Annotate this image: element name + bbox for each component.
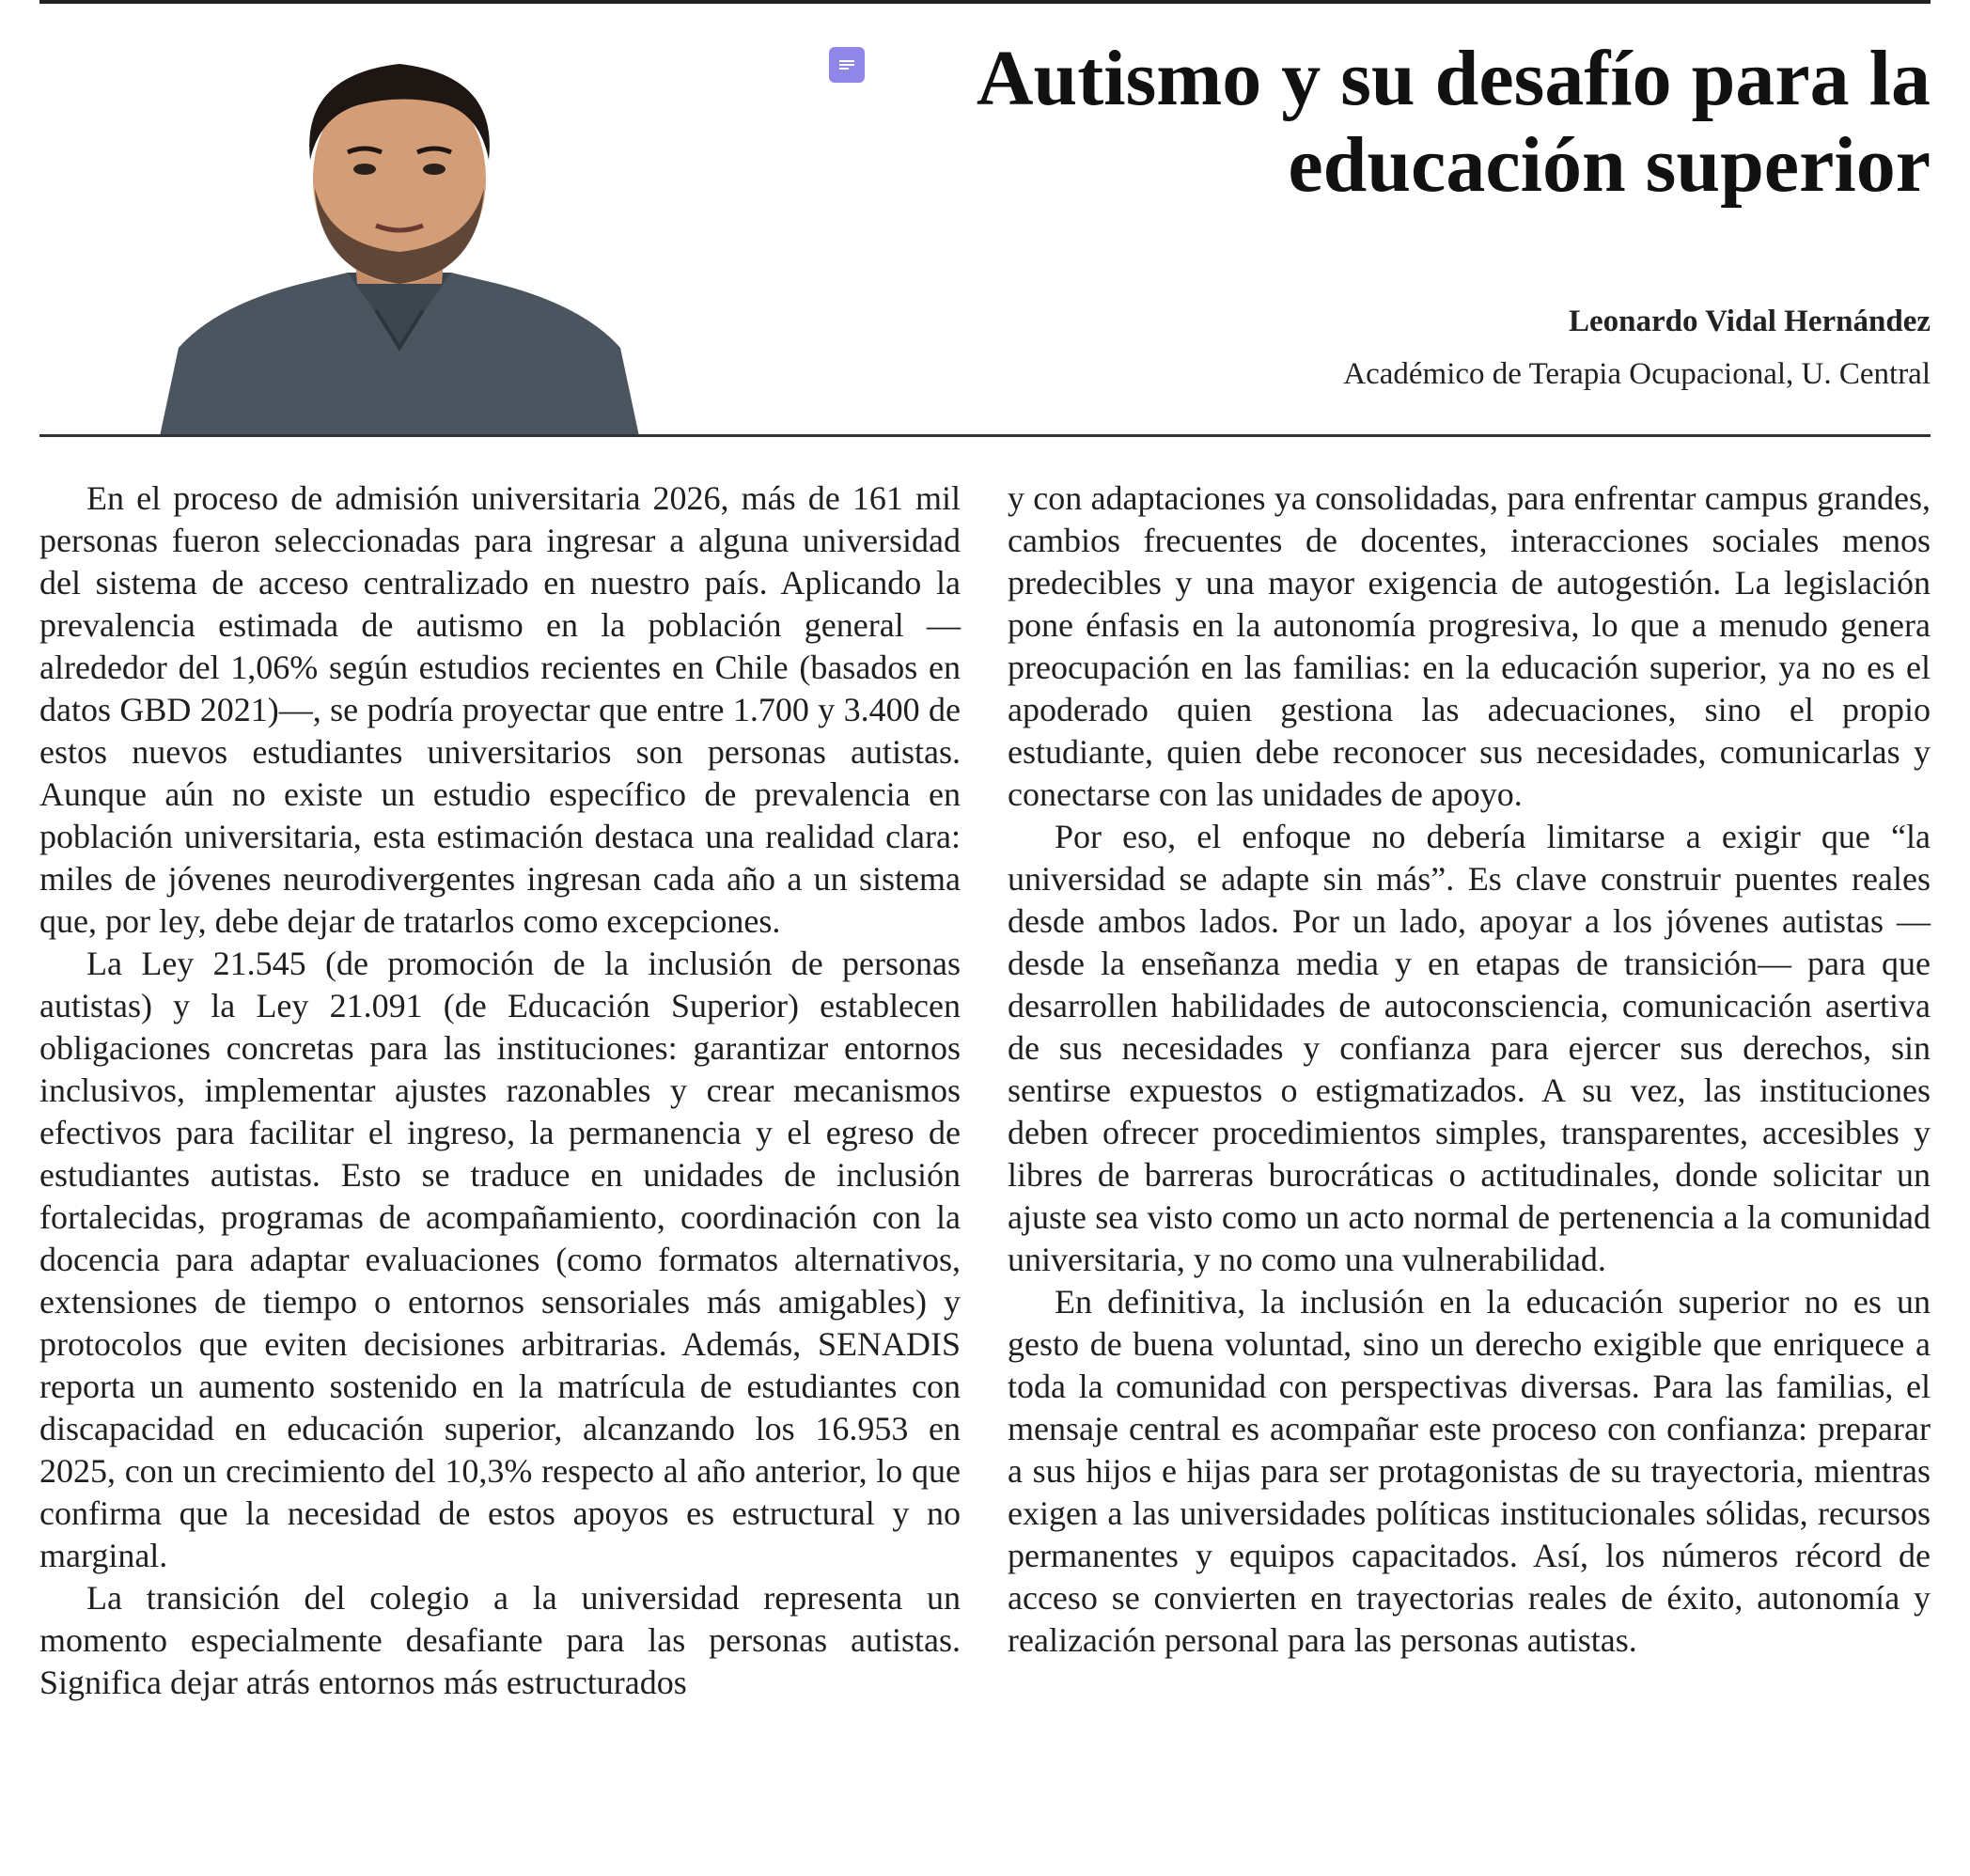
author-photo: [160, 38, 639, 436]
paragraph: En el proceso de admisión universitaria 2026, más de 161 mil personas fueron seleccionadas para ingresar a alguna universidad del sistema de acceso centralizado en nuestro país. Aplicando la prevalencia estimada de autismo en la población general —alrededor del 1,06% según estudios recientes en Chile (basados en datos GBD 2021)—, se podría proyectar que entre 1.700 y 3.400 de estos nuevos estudiantes universitarios son personas autistas. Aunque aún no existe un estudio específico de prevalencia en población universitaria, esta estimación destaca una realidad clara: miles de jóvenes neurodivergentes ingresan cada año a un sistema que, por ley, debe dejar de tratarlos como excepciones.: [39, 479, 961, 940]
author-role: Académico de Terapia Ocupacional, U. Central: [1343, 357, 1931, 391]
header-divider: [39, 434, 1931, 437]
paragraph: En definitiva, la inclusión en la educación superior no es un gesto de buena voluntad, sino un derecho exigible que enriquece a toda la comunidad con perspectivas diversas. Para las familias, el mensaje central es acompañar este proceso con confianza: preparar a sus hijos e hijas para ser protagonistas de su trayectoria, mientras exigen a las universidades políticas institucionales sólidas, recursos permanentes y equipos capacitados. Así, los números récord de acceso se convierten en trayectorias reales de éxito, autonomía y realización personal para las personas autistas.: [1008, 1283, 1931, 1659]
paragraph: La transición del colegio a la universidad representa un momento especialmente desafiante para las personas autistas. Significa dejar atrás entornos más estructurados: [39, 1579, 961, 1701]
paragraph: Por eso, el enfoque no debería limitarse a exigir que “la universidad se adapte sin más”. Es clave construir puentes reales desde ambos lados. Por un lado, apoyar a los jóvenes autistas —desde la enseñanza media y en etapas de transición— para que desarrollen habilidades de autoconsciencia, comunicación asertiva de sus necesidades y confianza para ejercer sus derechos, sin sentirse expuestos o estigmatizados. A su vez, las instituciones deben ofrecer procedimientos simples, transparentes, accesibles y libres de barreras burocráticas o actitudinales, donde solicitar un ajuste sea visto como un acto normal de pertenencia a la comunidad universitaria, y no como una vulnerabilidad.: [1008, 818, 1931, 1278]
article-column-right: [1008, 477, 1931, 1662]
paragraph: y con adaptaciones ya consolidadas, para enfrentar campus grandes, cambios frecuentes de docentes, interacciones sociales menos predecibles y una mayor exigencia de autogestión. La legislación pone énfasis en la autonomía progresiva, lo que a menudo genera preocupación en las familias: en la educación superior, ya no es el apoderado quien gestiona las adecuaciones, sino el propio estudiante, quien debe reconocer sus necesidades, comunicarlas y conectarse con las unidades de apoyo.: [1008, 479, 1931, 813]
article-column-left: [39, 477, 961, 1704]
author-name: Leonardo Vidal Hernández: [1568, 305, 1931, 338]
paragraph: La Ley 21.545 (de promoción de la inclusión de personas autistas) y la Ley 21.091 (de Educación Superior) establecen obligaciones concretas para las instituciones: garantizar entornos inclusivos, implementar ajustes razonables y crear mecanismos efectivos para facilitar el ingreso, la permanencia y el egreso de estudiantes autistas. Esto se traduce en unidades de inclusión fortalecidas, programas de acompañamiento, coordinación con la docencia para adaptar evaluaciones (como formatos alternativos, extensiones de tiempo o entornos sensoriales más amigables) y protocolos que eviten decisiones arbitrarias. Además, SENADIS reporta un aumento sostenido en la matrícula de estudiantes con discapacidad en educación superior, alcanzando los 16.953 en 2025, con un crecimiento del 10,3% respecto al año anterior, lo que confirma que la necesidad de estos apoyos es estructural y no marginal.: [39, 945, 961, 1574]
article-title: Autismo y su desafío para la educación superior: [976, 35, 1931, 209]
document-icon[interactable]: [829, 47, 865, 83]
top-rule: [39, 0, 1931, 4]
